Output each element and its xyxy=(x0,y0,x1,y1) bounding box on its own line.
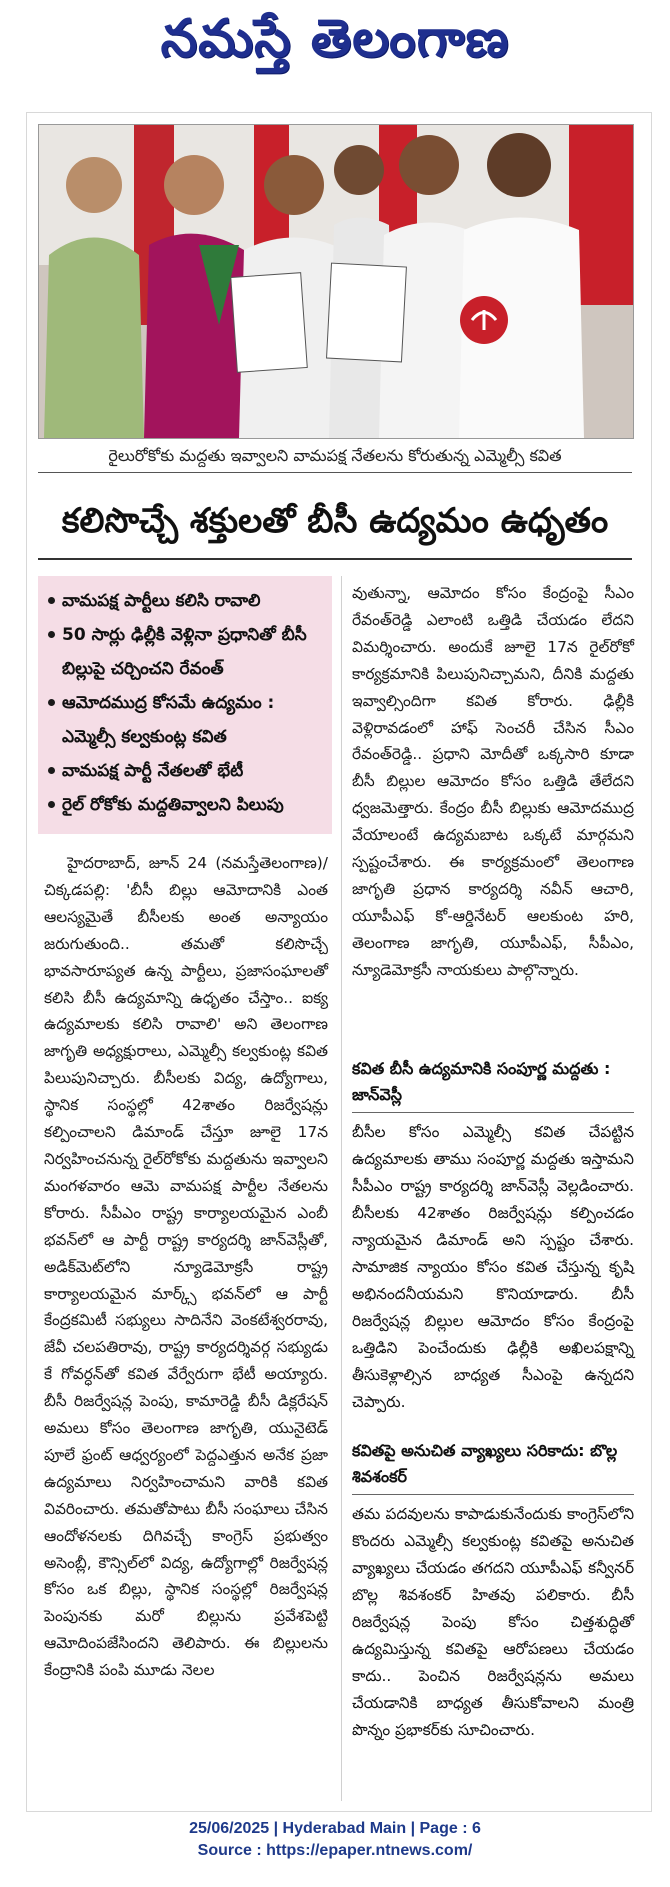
highlight-item: వామపక్ష పార్టీలు కలిసి రావాలి xyxy=(48,584,324,618)
body-paragraph: హైదరాబాద్, జూన్ 24 (నమస్తేతెలంగాణ)/చిక్కడపల్లి: 'బీసీ బిల్లు ఆమోదానికి ఎంత ఆలస్యమైతే బీసీలకు అంత అన్యాయం జరుగుతుంది.. తమతో కలిసొచ్చే భావసారూప్యత ఉన్న పార్టీలు, ప్రజాసంఘాలతో కలిసి బీసీ ఉద్యమాన్ని ఉధృతం చేస్తాం.. ఐక్య ఉద్యమాలకు కలిసి రావాలి' అని తెలంగాణ జాగృతి అధ్యక్షురాలు, ఎమ్మెల్సీ కల్వకుంట్ల కవిత పిలుపునిచ్చారు. బీసీలకు విద్య, ఉద్యోగాలు, స్థానిక సంస్థల్లో 42శాతం రిజర్వేషన్లు కల్పించాలని డిమాండ్ చేస్తూ జూలై 17న నిర్వహించనున్న రైల్‌రోకోకు మద్దతును ఇవ్వాలని మంగళవారం ఆమె వామపక్ష పార్టీల నేతలను కోరారు. సీపీఎం రాష్ట్ర కార్యాలయమైన ఎంబీ భవన్‌లో ఆ పార్టీ రాష్ట్ర కార్యదర్శి జాన్‌వెస్లీతో, అడిక్‌మెట్‌లోని న్యూడెమోక్రసీ రాష్ట్ర కార్యాలయమైన మార్క్స్ భవన్‌లో ఆ పార్టీ కేంద్రకమిటీ సభ్యులు సాదినేని వెంకటేశ్వరరావు, జేవీ చలపతిరావు, రాష్ట్ర కార్యదర్శివర్గ సభ్యుడు కే గోవర్ధన్‌తో కవిత వేర్వేరుగా భేటీ అయ్యారు. బీసీ రిజర్వేషన్ల పెంపు, కామారెడ్డి బీసీ డిక్లరేషన్ అమలు కోసం తెలంగాణ జాగృతి, యునైటెడ్ పూలే ఫ్రంట్ ఆధ్వర్యంలో పెద్దఎత్తున అనేక ప్రజా ఉద్యమాలు నిర్వహించామని వారికి కవిత వివరించారు. తమతోపాటు బీసీ సంఘాలు చేసిన ఆందోళనలకు దిగివచ్చే కాంగ్రెస్ ప్రభుత్వం అసెంబ్లీ, కౌన్సిల్‌లో విద్య, ఉద్యోగాల్లో రిజర్వేషన్ల కోసం ఒక బిల్లు, స్థానిక సంస్థల్లో రిజర్వేషన్ల పెంపునకు మరో బిల్లును ప్రవేశపెట్టి ఆమోదింపజేసిందని తెలిపారు. ఈ బిల్లులను కేంద్రానికి పంపి మూడు నెలల xyxy=(44,854,328,1680)
body-paragraph: వుతున్నా, ఆమోదం కోసం కేంద్రంపై సీఎం రేవంత్‌రెడ్డి ఎలాంటి ఒత్తిడి చేయడం లేదని విమర్శించారు. అందుకే జూలై 17న రైల్‌రోకో కార్యక్రమానికి పిలుపునిచ్చామని, దీనికి మద్దతు ఇవ్వాల్సిందిగా కవిత కోరారు. ఢిల్లీకి వెళ్లిరావడంలో హాఫ్ సెంచరీ చేసిన సీఎం రేవంత్‌రెడ్డి.. ప్రధాని మోదీతో ఒక్కసారి కూడా బీసీ బిల్లుల ఆమోదం కోసం ఒత్తిడి తేలేదని ధ్వజమెత్తారు. కేంద్రం బీసీ బిల్లుకు ఆమోదముద్ర వేయాలంటే ఉద్యమబాట ఒక్కటే మార్గమని స్పష్టంచేశారు. ఈ కార్యక్రమంలో తెలంగాణ జాగృతి ప్రధాన కార్యదర్శి నవీన్ ఆచారి, యూపీఎఫ్ కో-ఆర్డినేటర్ ఆలకుంట హరి, తెలంగాణ జాగృతి, యూపీఎఫ్, సీపీఎం, న్యూడెమోక్రసీ నాయకులు పాల్గొన్నారు. xyxy=(352,584,634,979)
highlight-item: వామపక్ష పార్టీ నేతలతో భేటీ xyxy=(48,754,324,788)
newspaper-logo: నమస్తే తెలంగాణ xyxy=(160,8,510,69)
masthead xyxy=(0,0,670,100)
highlight-item: ఆమోదముద్ర కోసమే ఉద్యమం : ఎమ్మెల్సీ కల్వకుంట్ల కవిత xyxy=(48,686,324,754)
highlights-box xyxy=(38,576,332,834)
subsection-sivashankar xyxy=(352,1438,634,1744)
article-headline: కలిసొచ్చే శక్తులతో బీసీ ఉద్యమం ఉధృతం xyxy=(38,488,632,560)
subsection-heading: కవిత బీసీ ఉద్యమానికి సంపూర్ణ మద్దతు : జాన్‌వెస్లీ xyxy=(352,1056,634,1113)
photo-caption: రైలురోకోకు మద్దతు ఇవ్వాలని వామపక్ష నేతలను కోరుతున్న ఎమ్మెల్సీ కవిత xyxy=(38,442,632,473)
footer-date-edition: 25/06/2025 | Hyderabad Main | Page : 6 xyxy=(189,1820,481,1837)
column-divider xyxy=(341,576,342,1801)
highlight-item: 50 సార్లు ఢిల్లీకి వెళ్లినా ప్రధానితో బీసీ బిల్లుపై చర్చించని రేవంత్ xyxy=(48,618,324,686)
subsection-heading: కవితపై అనుచిత వ్యాఖ్యలు సరికాదు: బొల్ల శివశంకర్ xyxy=(352,1438,634,1495)
news-photo xyxy=(38,124,634,439)
footer xyxy=(0,1818,670,1862)
subsection-body: బీసీల కోసం ఎమ్మెల్సీ కవిత చేపట్టిన ఉద్యమాలకు తాము సంపూర్ణ మద్దతు ఇస్తామని సీపీఎం రాష్ట్ర కార్యదర్శి జాన్‌వెస్లీ వెల్లడించారు. బీసీలకు 42శాతం రిజర్వేషన్లు కల్పించడం న్యాయమైన డిమాండ్ అని స్పష్టం చేశారు. సామాజిక న్యాయం కోసం కవిత చేస్తున్న కృషి అభినందనీయమని కొనియాడారు. బీసీ రిజర్వేషన్ల బిల్లుల ఆమోదం కోసం కేంద్రంపై ఒత్తిడిని పెంచేందుకు ఢిల్లీకి అఖిలపక్షాన్ని తీసుకెళ్లాల్సిన బాధ్యత సీఎంపై ఉన్నదని చెప్పారు. xyxy=(352,1123,634,1411)
subsection-body: తమ పదవులను కాపాడుకునేందుకు కాంగ్రెస్‌లోని కొందరు ఎమ్మెల్సీ కల్వకుంట్ల కవితపై అనుచిత వ్యాఖ్యలు చేయడం తగదని యూపీఎఫ్ కన్వీనర్ బొల్ల శివశంకర్ హితవు పలికారు. బీసీ రిజర్వేషన్ల పెంపు కోసం చిత్తశుద్ధితో ఉద్యమిస్తున్న కవితపై ఆరోపణలు చేయడం కాదు.. పెంచిన రిజర్వేషన్లను అమలు చేయడానికి బాధ్యత తీసుకోవాలని మంత్రి పొన్నం ప్రభాకర్‌కు సూచించారు. xyxy=(352,1505,634,1739)
subsection-johnwesley xyxy=(352,1056,634,1416)
article-body-right xyxy=(352,580,634,984)
footer-source: Source : https://epaper.ntnews.com/ xyxy=(197,1842,473,1859)
article-body-left xyxy=(44,850,328,1684)
highlight-item: రైల్ రోకోకు మద్దతివ్వాలని పిలుపు xyxy=(48,788,324,822)
photo-illustration xyxy=(39,125,633,438)
